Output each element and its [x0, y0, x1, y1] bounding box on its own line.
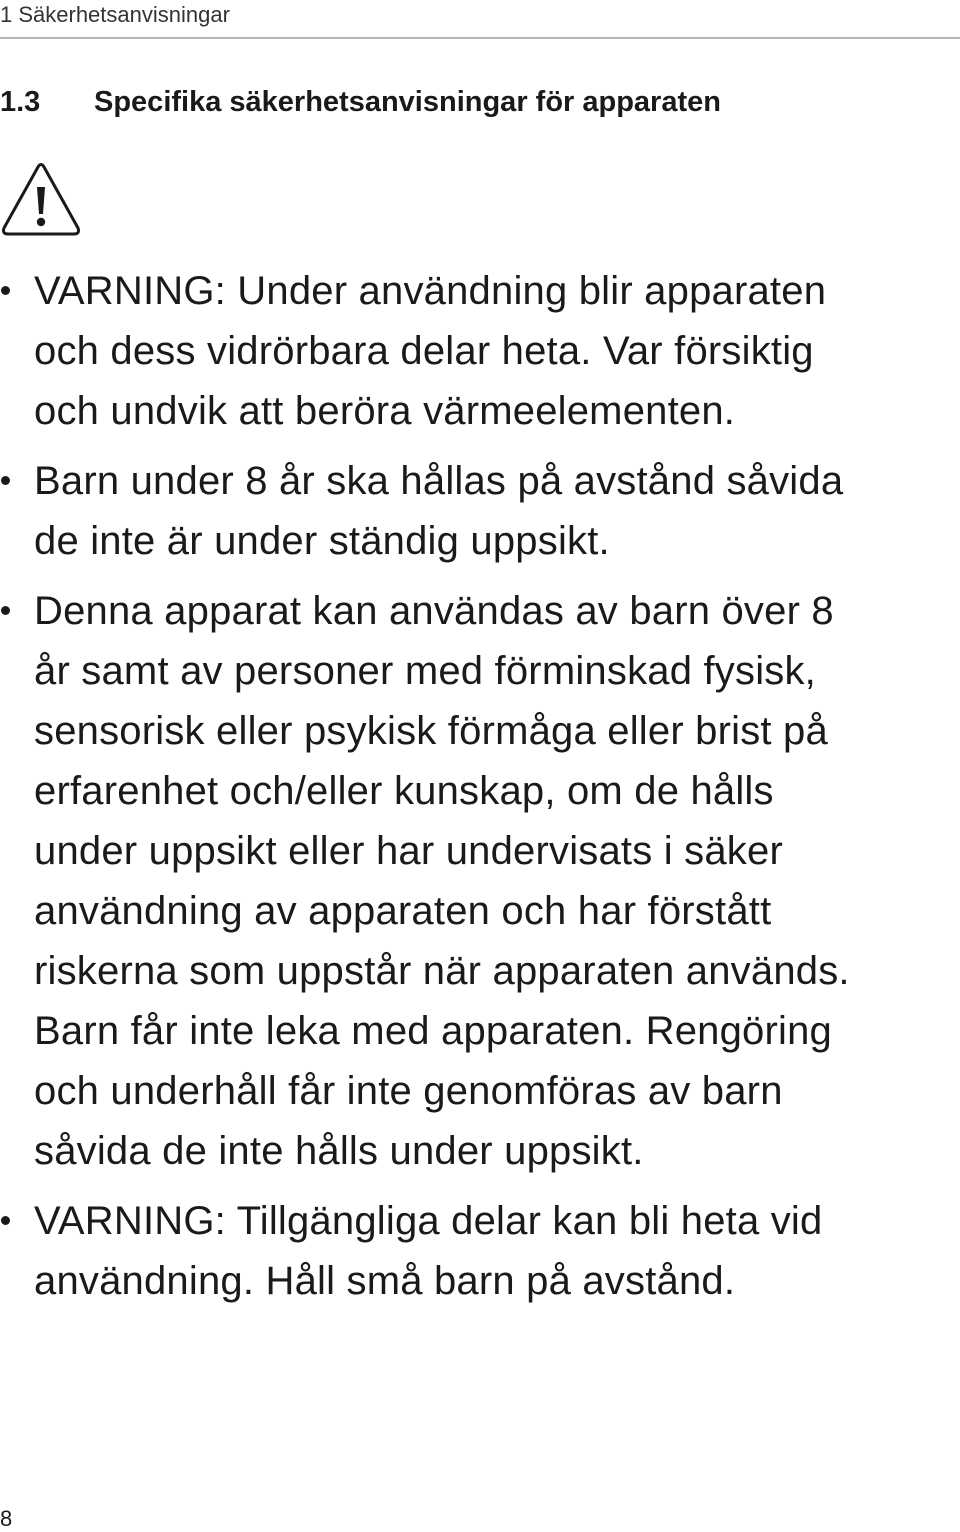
- page-number: 8: [0, 1506, 13, 1531]
- instruction-line: användning. Håll små barn på avstånd.: [34, 1259, 736, 1303]
- instruction-line: VARNING: Tillgängliga delar kan bli heta vid: [34, 1199, 823, 1243]
- instruction-line: de inte är under ständig uppsikt.: [34, 519, 610, 563]
- running-header: 1 Säkerhetsanvisningar: [0, 2, 230, 27]
- instruction-line: och undvik att beröra värmeelementen.: [34, 389, 736, 433]
- bullet-icon: [1, 286, 10, 295]
- instruction-line: erfarenhet och/eller kunskap, om de hålls: [34, 769, 774, 813]
- section-title: Specifika säkerhetsanvisningar för apparaten: [94, 86, 721, 118]
- safety-instruction-item: [0, 261, 960, 441]
- instruction-line: Barn under 8 år ska hållas på avstånd såvida: [34, 459, 844, 503]
- instruction-line: Barn får inte leka med apparaten. Rengöring: [34, 1009, 832, 1053]
- safety-instruction-item: [0, 451, 960, 571]
- section-heading: [0, 84, 721, 120]
- instruction-line: och underhåll får inte genomföras av barn: [34, 1069, 783, 1113]
- section-number: 1.3: [0, 86, 41, 118]
- safety-instruction-list: [0, 261, 960, 1321]
- safety-instruction-item: [0, 581, 960, 1181]
- instruction-line: VARNING: Under användning blir apparaten: [34, 269, 827, 313]
- bullet-icon: [1, 476, 10, 485]
- warning-triangle-icon: [0, 160, 82, 238]
- instruction-line: användning av apparaten och har förstått: [34, 889, 772, 933]
- safety-instruction-item: [0, 1191, 960, 1311]
- instruction-line: år samt av personer med förminskad fysisk,: [34, 649, 816, 693]
- bullet-icon: [1, 606, 10, 615]
- instruction-line: Denna apparat kan användas av barn över 8: [34, 589, 834, 633]
- instruction-line: såvida de inte hålls under uppsikt.: [34, 1129, 644, 1173]
- instruction-line: riskerna som uppstår när apparaten används.: [34, 949, 850, 993]
- instruction-line: och dess vidrörbara delar heta. Var försiktig: [34, 329, 814, 373]
- bullet-icon: [1, 1216, 10, 1225]
- instruction-line: under uppsikt eller har undervisats i säker: [34, 829, 783, 873]
- instruction-line: sensorisk eller psykisk förmåga eller brist på: [34, 709, 828, 753]
- header-divider: [0, 37, 960, 39]
